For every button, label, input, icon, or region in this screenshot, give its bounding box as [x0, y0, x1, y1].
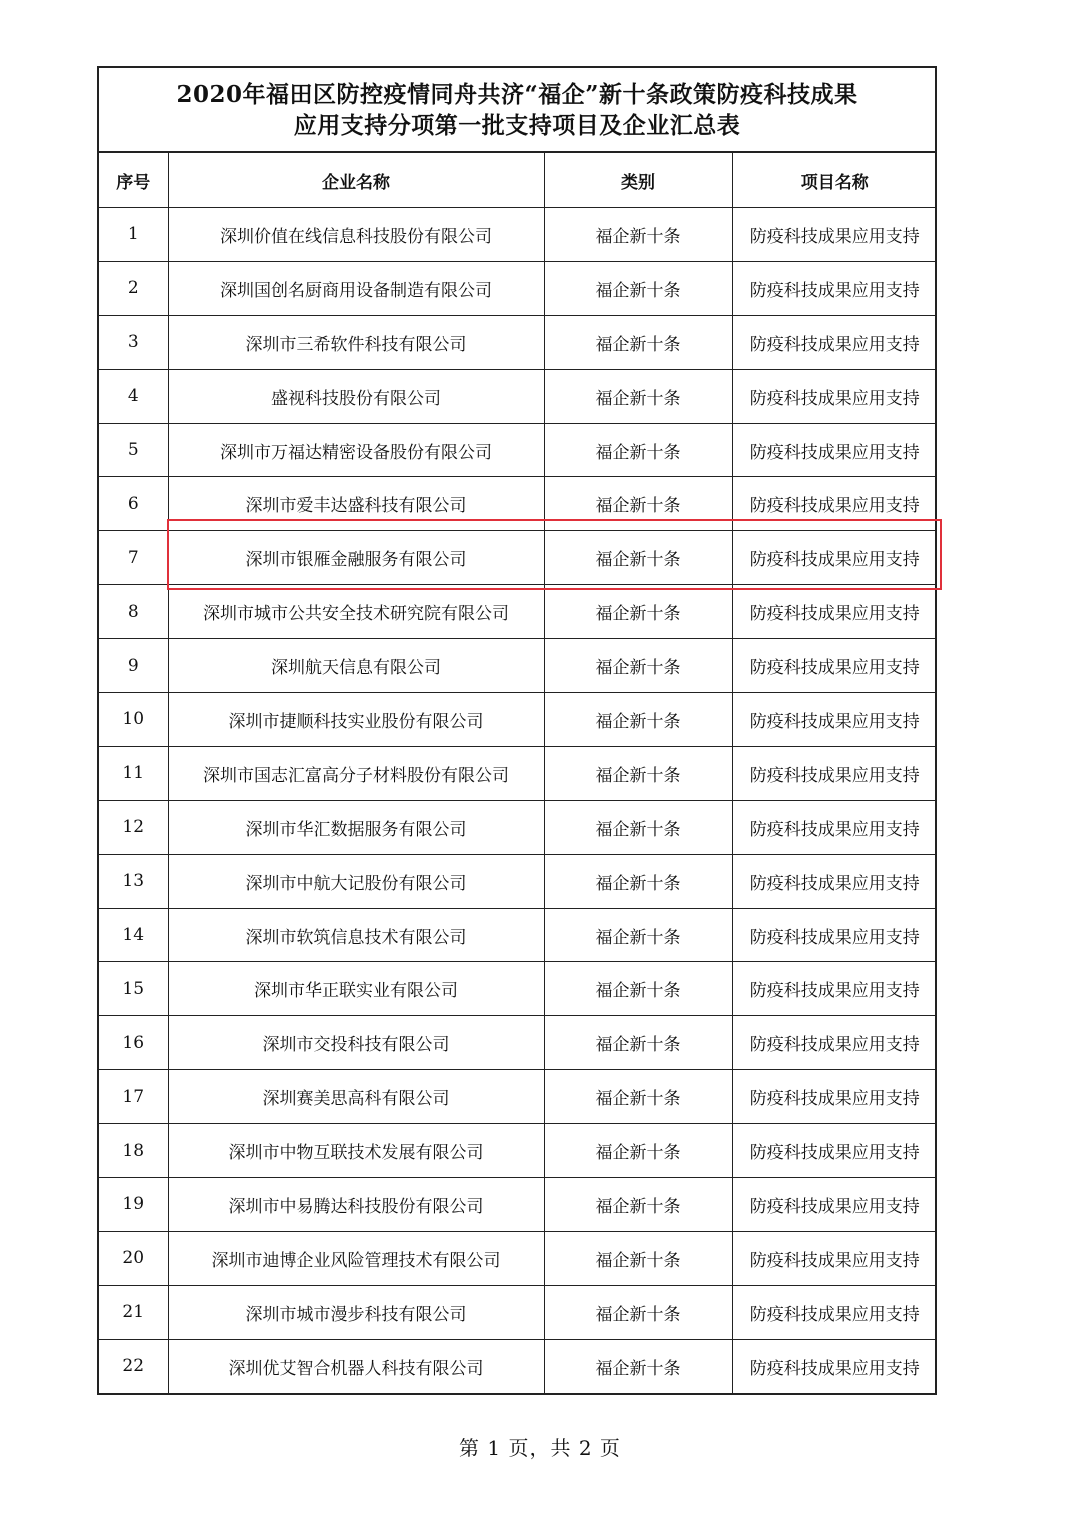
cell-category: 福企新十条: [544, 369, 732, 423]
cell-company-name: 深圳市软筑信息技术有限公司: [168, 908, 544, 962]
header-company-name: 企业名称: [168, 153, 544, 208]
cell-company-name: 深圳市中物互联技术发展有限公司: [168, 1124, 544, 1178]
cell-project-name: 防疫科技成果应用支持: [732, 908, 937, 962]
cell-category: 福企新十条: [544, 1339, 732, 1392]
cell-project-name: 防疫科技成果应用支持: [732, 477, 937, 531]
cell-index: 10: [99, 693, 168, 747]
cell-project-name: 防疫科技成果应用支持: [732, 1339, 937, 1392]
cell-project-name: 防疫科技成果应用支持: [732, 1016, 937, 1070]
cell-company-name: 深圳市国志汇富高分子材料股份有限公司: [168, 746, 544, 800]
cell-index: 18: [99, 1124, 168, 1178]
cell-project-name: 防疫科技成果应用支持: [732, 1124, 937, 1178]
cell-index: 13: [99, 854, 168, 908]
cell-company-name: 深圳市爱丰达盛科技有限公司: [168, 477, 544, 531]
cell-category: 福企新十条: [544, 1178, 732, 1232]
cell-project-name: 防疫科技成果应用支持: [732, 746, 937, 800]
table-row: [99, 261, 937, 315]
header-project-name: 项目名称: [732, 153, 937, 208]
cell-project-name: 防疫科技成果应用支持: [732, 1231, 937, 1285]
table-row: [99, 477, 937, 531]
table-row: [99, 962, 937, 1016]
cell-company-name: 深圳赛美思高科有限公司: [168, 1070, 544, 1124]
table-row: [99, 854, 937, 908]
table-row: [99, 1124, 937, 1178]
cell-category: 福企新十条: [544, 908, 732, 962]
cell-index: 14: [99, 908, 168, 962]
cell-company-name: 深圳国创名厨商用设备制造有限公司: [168, 261, 544, 315]
cell-index: 20: [99, 1231, 168, 1285]
cell-category: 福企新十条: [544, 423, 732, 477]
table-row: [99, 423, 937, 477]
cell-category: 福企新十条: [544, 693, 732, 747]
cell-project-name: 防疫科技成果应用支持: [732, 962, 937, 1016]
table-row: [99, 1178, 937, 1232]
title-line-2: 应用支持分项第一批支持项目及企业汇总表: [293, 111, 741, 139]
page-footer: 第 1 页，共 2 页: [459, 1436, 621, 1460]
cell-company-name: 深圳市交投科技有限公司: [168, 1016, 544, 1070]
cell-category: 福企新十条: [544, 1231, 732, 1285]
cell-category: 福企新十条: [544, 962, 732, 1016]
cell-project-name: 防疫科技成果应用支持: [732, 423, 937, 477]
cell-project-name: 防疫科技成果应用支持: [732, 261, 937, 315]
cell-company-name: 深圳市中航大记股份有限公司: [168, 854, 544, 908]
cell-project-name: 防疫科技成果应用支持: [732, 369, 937, 423]
cell-project-name: 防疫科技成果应用支持: [732, 639, 937, 693]
header-category: 类别: [544, 153, 732, 208]
cell-category: 福企新十条: [544, 315, 732, 369]
cell-category: 福企新十条: [544, 746, 732, 800]
cell-company-name: 深圳市万福达精密设备股份有限公司: [168, 423, 544, 477]
cell-company-name: 深圳市捷顺科技实业股份有限公司: [168, 693, 544, 747]
cell-category: 福企新十条: [544, 1124, 732, 1178]
table-row: [99, 1285, 937, 1339]
cell-company-name: 深圳市华汇数据服务有限公司: [168, 800, 544, 854]
cell-index: 4: [99, 369, 168, 423]
table-row: [99, 585, 937, 639]
project-table: [99, 153, 937, 1393]
table-row: [99, 315, 937, 369]
cell-category: 福企新十条: [544, 585, 732, 639]
table-row: [99, 908, 937, 962]
table-row: [99, 693, 937, 747]
table-row: [99, 531, 937, 585]
table-row: [99, 369, 937, 423]
cell-project-name: 防疫科技成果应用支持: [732, 208, 937, 262]
title-line-1: 2020年福田区防控疫情同舟共济“福企”新十条政策防疫科技成果: [176, 80, 858, 108]
cell-project-name: 防疫科技成果应用支持: [732, 585, 937, 639]
cell-category: 福企新十条: [544, 800, 732, 854]
cell-category: 福企新十条: [544, 639, 732, 693]
cell-index: 1: [99, 208, 168, 262]
cell-company-name: 深圳优艾智合机器人科技有限公司: [168, 1339, 544, 1392]
cell-index: 21: [99, 1285, 168, 1339]
table-row: [99, 1016, 937, 1070]
table-row: [99, 1339, 937, 1392]
cell-project-name: 防疫科技成果应用支持: [732, 1178, 937, 1232]
cell-company-name: 深圳市三希软件科技有限公司: [168, 315, 544, 369]
cell-index: 9: [99, 639, 168, 693]
cell-company-name: 深圳市银雁金融服务有限公司: [168, 531, 544, 585]
cell-company-name: 深圳市华正联实业有限公司: [168, 962, 544, 1016]
cell-company-name: 深圳市城市公共安全技术研究院有限公司: [168, 585, 544, 639]
cell-category: 福企新十条: [544, 477, 732, 531]
table-row: [99, 208, 937, 262]
cell-company-name: 深圳航天信息有限公司: [168, 639, 544, 693]
cell-index: 5: [99, 423, 168, 477]
summary-table-sheet: [97, 66, 937, 1395]
cell-company-name: 盛视科技股份有限公司: [168, 369, 544, 423]
cell-project-name: 防疫科技成果应用支持: [732, 800, 937, 854]
cell-index: 7: [99, 531, 168, 585]
cell-project-name: 防疫科技成果应用支持: [732, 1285, 937, 1339]
cell-project-name: 防疫科技成果应用支持: [732, 531, 937, 585]
cell-index: 8: [99, 585, 168, 639]
cell-category: 福企新十条: [544, 854, 732, 908]
cell-index: 2: [99, 261, 168, 315]
table-row: [99, 639, 937, 693]
cell-project-name: 防疫科技成果应用支持: [732, 315, 937, 369]
cell-category: 福企新十条: [544, 208, 732, 262]
cell-index: 11: [99, 746, 168, 800]
table-row: [99, 1070, 937, 1124]
cell-category: 福企新十条: [544, 1285, 732, 1339]
table-row: [99, 1231, 937, 1285]
cell-index: 15: [99, 962, 168, 1016]
cell-index: 12: [99, 800, 168, 854]
cell-company-name: 深圳市迪博企业风险管理技术有限公司: [168, 1231, 544, 1285]
cell-category: 福企新十条: [544, 1016, 732, 1070]
header-index: 序号: [99, 153, 168, 208]
cell-category: 福企新十条: [544, 261, 732, 315]
cell-index: 22: [99, 1339, 168, 1392]
table-row: [99, 746, 937, 800]
document-title: [99, 68, 935, 153]
cell-category: 福企新十条: [544, 1070, 732, 1124]
cell-company-name: 深圳市城市漫步科技有限公司: [168, 1285, 544, 1339]
cell-index: 17: [99, 1070, 168, 1124]
cell-company-name: 深圳价值在线信息科技股份有限公司: [168, 208, 544, 262]
cell-index: 16: [99, 1016, 168, 1070]
cell-project-name: 防疫科技成果应用支持: [732, 854, 937, 908]
cell-project-name: 防疫科技成果应用支持: [732, 693, 937, 747]
table-row: [99, 800, 937, 854]
table-header-row: [99, 153, 937, 208]
cell-company-name: 深圳市中易腾达科技股份有限公司: [168, 1178, 544, 1232]
cell-index: 3: [99, 315, 168, 369]
table-body: [99, 208, 937, 1393]
cell-project-name: 防疫科技成果应用支持: [732, 1070, 937, 1124]
cell-category: 福企新十条: [544, 531, 732, 585]
cell-index: 19: [99, 1178, 168, 1232]
cell-index: 6: [99, 477, 168, 531]
